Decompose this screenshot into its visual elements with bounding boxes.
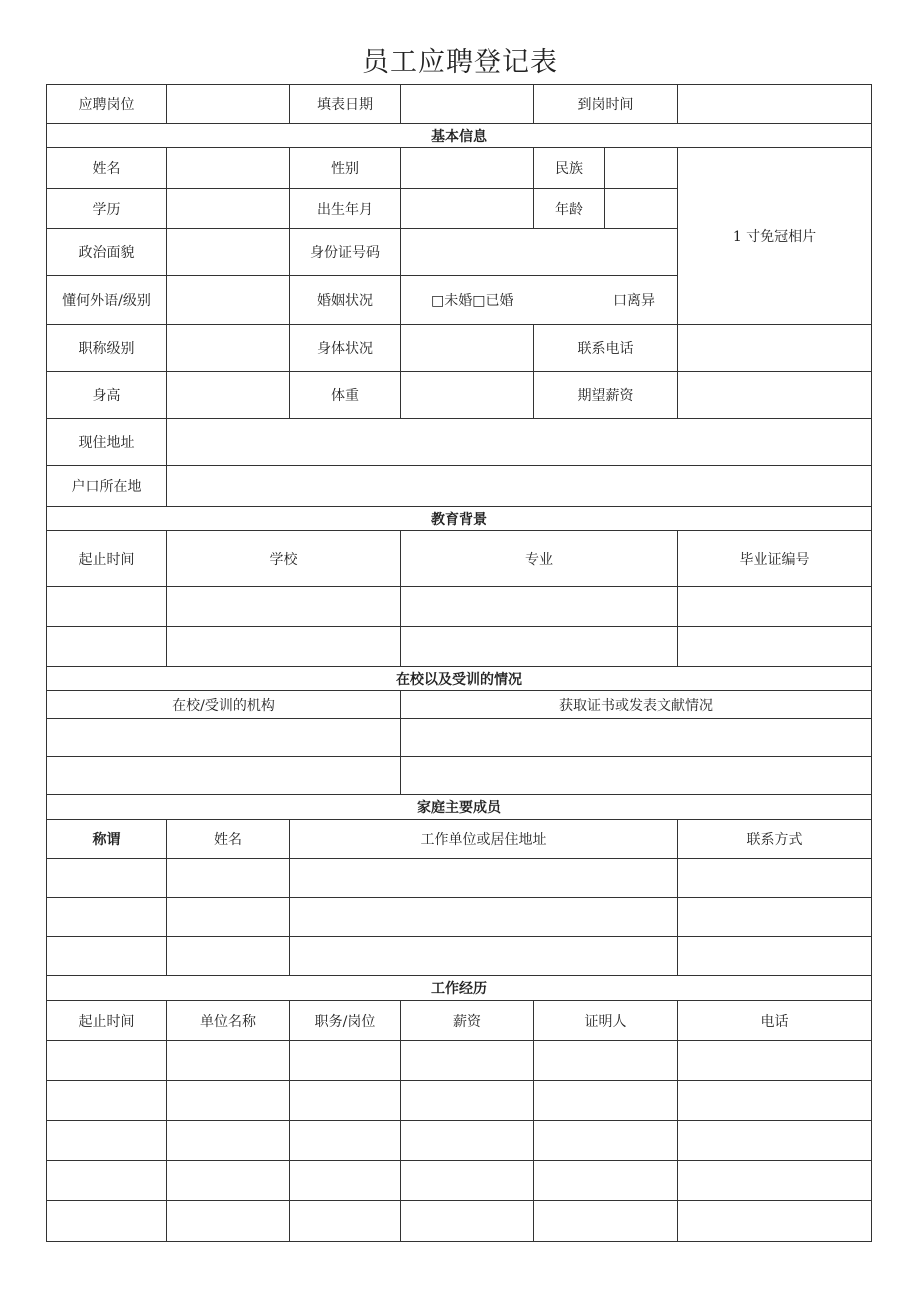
- salary-field[interactable]: [678, 372, 872, 419]
- work-reference-cell[interactable]: [534, 1201, 678, 1242]
- fill-date-field[interactable]: [401, 85, 534, 124]
- education-label: 学历: [47, 189, 167, 229]
- fill-date-label: 填表日期: [290, 85, 401, 124]
- name-field[interactable]: [167, 148, 290, 189]
- work-period-cell[interactable]: [47, 1081, 167, 1121]
- family-address-cell[interactable]: [290, 937, 678, 976]
- family-relation-cell[interactable]: [47, 898, 167, 937]
- gender-label: 性别: [290, 148, 401, 189]
- work-phone-cell[interactable]: [678, 1041, 872, 1081]
- training-col-institution: 在校/受训的机构: [47, 691, 401, 719]
- work-position-cell[interactable]: [290, 1161, 401, 1201]
- work-company-cell[interactable]: [167, 1081, 290, 1121]
- work-position-cell[interactable]: [290, 1121, 401, 1161]
- salary-label: 期望薪资: [534, 372, 678, 419]
- marital-option-single-married[interactable]: □未婚□已婚: [431, 293, 514, 309]
- work-salary-cell[interactable]: [401, 1081, 534, 1121]
- work-reference-cell[interactable]: [534, 1161, 678, 1201]
- section-family: 家庭主要成员: [47, 795, 872, 820]
- section-work: 工作经历: [47, 976, 872, 1001]
- age-field[interactable]: [605, 189, 678, 229]
- table-row: [47, 1041, 872, 1081]
- edu-col-major: 专业: [401, 531, 678, 587]
- edu-col-period: 起止时间: [47, 531, 167, 587]
- education-field[interactable]: [167, 189, 290, 229]
- work-period-cell[interactable]: [47, 1161, 167, 1201]
- table-row: [47, 587, 872, 627]
- family-address-cell[interactable]: [290, 859, 678, 898]
- training-certificates-cell[interactable]: [401, 719, 872, 757]
- ethnicity-label: 民族: [534, 148, 605, 189]
- edu-col-school: 学校: [167, 531, 401, 587]
- family-contact-cell[interactable]: [678, 937, 872, 976]
- edu-period-cell[interactable]: [47, 587, 167, 627]
- work-col-company: 单位名称: [167, 1001, 290, 1041]
- birth-label: 出生年月: [290, 189, 401, 229]
- edu-period-cell[interactable]: [47, 627, 167, 667]
- work-salary-cell[interactable]: [401, 1041, 534, 1081]
- family-relation-cell[interactable]: [47, 859, 167, 898]
- training-certificates-cell[interactable]: [401, 757, 872, 795]
- family-relation-cell[interactable]: [47, 937, 167, 976]
- family-col-relation: 称谓: [47, 820, 167, 859]
- family-name-cell[interactable]: [167, 898, 290, 937]
- phone-label: 联系电话: [534, 325, 678, 372]
- marital-label: 婚姻状况: [290, 276, 401, 325]
- language-label: 懂何外语/级别: [47, 276, 167, 325]
- family-col-name: 姓名: [167, 820, 290, 859]
- marital-option-divorced[interactable]: 口离异: [613, 293, 655, 309]
- work-salary-cell[interactable]: [401, 1121, 534, 1161]
- health-label: 身体状况: [290, 325, 401, 372]
- address-label: 现住地址: [47, 419, 167, 466]
- work-col-salary: 薪资: [401, 1001, 534, 1041]
- photo-box: 1 寸免冠相片: [678, 148, 872, 325]
- family-name-cell[interactable]: [167, 859, 290, 898]
- work-phone-cell[interactable]: [678, 1081, 872, 1121]
- work-col-period: 起止时间: [47, 1001, 167, 1041]
- work-reference-cell[interactable]: [534, 1041, 678, 1081]
- id-label: 身份证号码: [290, 229, 401, 276]
- family-name-cell[interactable]: [167, 937, 290, 976]
- title-level-label: 职称级别: [47, 325, 167, 372]
- hukou-field[interactable]: [167, 466, 872, 507]
- phone-field[interactable]: [678, 325, 872, 372]
- edu-col-certificate: 毕业证编号: [678, 531, 872, 587]
- weight-field[interactable]: [401, 372, 534, 419]
- work-position-cell[interactable]: [290, 1041, 401, 1081]
- application-form: [46, 84, 872, 1242]
- table-row: [47, 1201, 872, 1242]
- work-period-cell[interactable]: [47, 1121, 167, 1161]
- table-row: [47, 1121, 872, 1161]
- table-row: [47, 757, 872, 795]
- title-level-field[interactable]: [167, 325, 290, 372]
- age-label: 年龄: [534, 189, 605, 229]
- work-col-reference: 证明人: [534, 1001, 678, 1041]
- health-field[interactable]: [401, 325, 534, 372]
- work-reference-cell[interactable]: [534, 1081, 678, 1121]
- work-period-cell[interactable]: [47, 1041, 167, 1081]
- family-contact-cell[interactable]: [678, 859, 872, 898]
- position-field[interactable]: [167, 85, 290, 124]
- work-company-cell[interactable]: [167, 1161, 290, 1201]
- weight-label: 体重: [290, 372, 401, 419]
- table-row: [47, 898, 872, 937]
- political-field[interactable]: [167, 229, 290, 276]
- name-label: 姓名: [47, 148, 167, 189]
- work-col-position: 职务/岗位: [290, 1001, 401, 1041]
- marital-options: [401, 276, 678, 325]
- edu-school-cell[interactable]: [167, 627, 401, 667]
- hukou-label: 户口所在地: [47, 466, 167, 507]
- work-company-cell[interactable]: [167, 1121, 290, 1161]
- work-phone-cell[interactable]: [678, 1121, 872, 1161]
- family-col-contact: 联系方式: [678, 820, 872, 859]
- id-field[interactable]: [401, 229, 678, 276]
- birth-field[interactable]: [401, 189, 534, 229]
- height-label: 身高: [47, 372, 167, 419]
- work-position-cell[interactable]: [290, 1201, 401, 1242]
- family-address-cell[interactable]: [290, 898, 678, 937]
- work-company-cell[interactable]: [167, 1201, 290, 1242]
- section-education: 教育背景: [47, 507, 872, 531]
- training-institution-cell[interactable]: [47, 757, 401, 795]
- table-row: [47, 719, 872, 757]
- edu-major-cell[interactable]: [401, 587, 678, 627]
- political-label: 政治面貌: [47, 229, 167, 276]
- training-institution-cell[interactable]: [47, 719, 401, 757]
- work-period-cell[interactable]: [47, 1201, 167, 1242]
- start-date-field[interactable]: [678, 85, 872, 124]
- section-training: 在校以及受训的情况: [47, 667, 872, 691]
- work-phone-cell[interactable]: [678, 1201, 872, 1242]
- table-row: [47, 859, 872, 898]
- edu-major-cell[interactable]: [401, 627, 678, 667]
- work-phone-cell[interactable]: [678, 1161, 872, 1201]
- address-field[interactable]: [167, 419, 872, 466]
- edu-school-cell[interactable]: [167, 587, 401, 627]
- table-row: [47, 627, 872, 667]
- work-salary-cell[interactable]: [401, 1161, 534, 1201]
- work-company-cell[interactable]: [167, 1041, 290, 1081]
- edu-certificate-cell[interactable]: [678, 627, 872, 667]
- work-col-phone: 电话: [678, 1001, 872, 1041]
- edu-certificate-cell[interactable]: [678, 587, 872, 627]
- work-position-cell[interactable]: [290, 1081, 401, 1121]
- training-col-certificates: 获取证书或发表文献情况: [401, 691, 872, 719]
- language-field[interactable]: [167, 276, 290, 325]
- height-field[interactable]: [167, 372, 290, 419]
- table-row: [47, 1161, 872, 1201]
- table-row: [47, 937, 872, 976]
- gender-field[interactable]: [401, 148, 534, 189]
- work-salary-cell[interactable]: [401, 1201, 534, 1242]
- ethnicity-field[interactable]: [605, 148, 678, 189]
- family-col-address: 工作单位或居住地址: [290, 820, 678, 859]
- page-title: 员工应聘登记表: [362, 47, 558, 78]
- start-date-label: 到岗时间: [534, 85, 678, 124]
- work-reference-cell[interactable]: [534, 1121, 678, 1161]
- position-label: 应聘岗位: [47, 85, 167, 124]
- family-contact-cell[interactable]: [678, 898, 872, 937]
- table-row: [47, 1081, 872, 1121]
- section-basic-info: 基本信息: [47, 124, 872, 148]
